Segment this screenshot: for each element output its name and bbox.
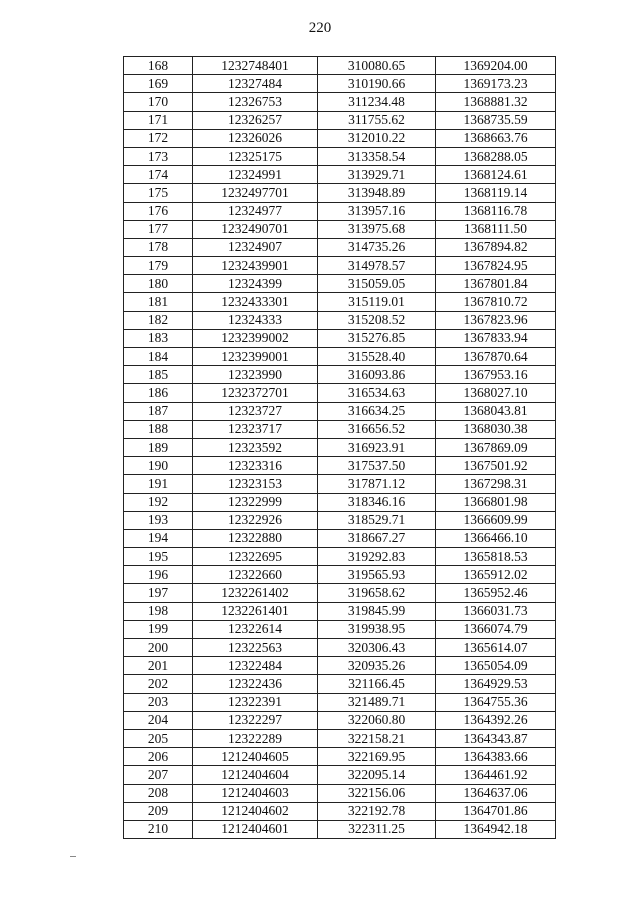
point-id-cell: 12323717	[193, 420, 318, 438]
x-coordinate-cell: 322311.25	[318, 820, 436, 838]
table-row	[124, 329, 556, 347]
y-coordinate-cell: 1364701.86	[436, 802, 556, 820]
point-id-cell: 1232399002	[193, 329, 318, 347]
point-id-cell: 1232261402	[193, 584, 318, 602]
point-id-cell: 1232399001	[193, 348, 318, 366]
point-number-cell: 186	[124, 384, 193, 402]
point-id-cell: 12322614	[193, 620, 318, 638]
point-id-cell: 12323153	[193, 475, 318, 493]
point-id-cell: 12324977	[193, 202, 318, 220]
table-row	[124, 657, 556, 675]
point-id-cell: 1212404602	[193, 802, 318, 820]
table-row	[124, 420, 556, 438]
x-coordinate-cell: 311755.62	[318, 111, 436, 129]
table-row	[124, 639, 556, 657]
y-coordinate-cell: 1365614.07	[436, 639, 556, 657]
y-coordinate-cell: 1365912.02	[436, 566, 556, 584]
point-id-cell: 12323727	[193, 402, 318, 420]
table-row	[124, 57, 556, 75]
point-id-cell: 1232490701	[193, 220, 318, 238]
table-row	[124, 766, 556, 784]
point-number-cell: 176	[124, 202, 193, 220]
x-coordinate-cell: 319292.83	[318, 548, 436, 566]
point-id-cell: 1212404604	[193, 766, 318, 784]
point-number-cell: 206	[124, 748, 193, 766]
table-row	[124, 75, 556, 93]
point-id-cell: 12324991	[193, 166, 318, 184]
x-coordinate-cell: 316634.25	[318, 402, 436, 420]
point-number-cell: 209	[124, 802, 193, 820]
scan-mark	[70, 856, 76, 857]
point-number-cell: 203	[124, 693, 193, 711]
x-coordinate-cell: 316923.91	[318, 438, 436, 456]
x-coordinate-cell: 313957.16	[318, 202, 436, 220]
point-number-cell: 173	[124, 147, 193, 165]
table-row	[124, 202, 556, 220]
y-coordinate-cell: 1366609.99	[436, 511, 556, 529]
x-coordinate-cell: 317871.12	[318, 475, 436, 493]
point-number-cell: 174	[124, 166, 193, 184]
table-row	[124, 475, 556, 493]
table-row	[124, 457, 556, 475]
point-id-cell: 12326753	[193, 93, 318, 111]
table-row	[124, 402, 556, 420]
x-coordinate-cell: 310080.65	[318, 57, 436, 75]
point-number-cell: 202	[124, 675, 193, 693]
point-id-cell: 1212404605	[193, 748, 318, 766]
point-number-cell: 183	[124, 329, 193, 347]
x-coordinate-cell: 316093.86	[318, 366, 436, 384]
x-coordinate-cell: 322192.78	[318, 802, 436, 820]
point-id-cell: 12325175	[193, 147, 318, 165]
point-number-cell: 169	[124, 75, 193, 93]
point-id-cell: 12322999	[193, 493, 318, 511]
y-coordinate-cell: 1368735.59	[436, 111, 556, 129]
y-coordinate-cell: 1367870.64	[436, 348, 556, 366]
y-coordinate-cell: 1368288.05	[436, 147, 556, 165]
point-id-cell: 1232497701	[193, 184, 318, 202]
table-row	[124, 111, 556, 129]
point-number-cell: 178	[124, 238, 193, 256]
point-id-cell: 12324333	[193, 311, 318, 329]
point-id-cell: 12323990	[193, 366, 318, 384]
point-id-cell: 1232261401	[193, 602, 318, 620]
table-row	[124, 311, 556, 329]
y-coordinate-cell: 1364461.92	[436, 766, 556, 784]
point-number-cell: 177	[124, 220, 193, 238]
x-coordinate-cell: 315119.01	[318, 293, 436, 311]
table-row	[124, 548, 556, 566]
point-number-cell: 204	[124, 711, 193, 729]
x-coordinate-cell: 312010.22	[318, 129, 436, 147]
point-number-cell: 188	[124, 420, 193, 438]
x-coordinate-cell: 321489.71	[318, 693, 436, 711]
point-number-cell: 195	[124, 548, 193, 566]
x-coordinate-cell: 313975.68	[318, 220, 436, 238]
x-coordinate-cell: 311234.48	[318, 93, 436, 111]
x-coordinate-cell: 313929.71	[318, 166, 436, 184]
table-row	[124, 166, 556, 184]
point-id-cell: 1212404601	[193, 820, 318, 838]
table-row	[124, 602, 556, 620]
point-number-cell: 192	[124, 493, 193, 511]
x-coordinate-cell: 319658.62	[318, 584, 436, 602]
point-id-cell: 12322926	[193, 511, 318, 529]
point-id-cell: 12322391	[193, 693, 318, 711]
table-row	[124, 566, 556, 584]
x-coordinate-cell: 322169.95	[318, 748, 436, 766]
table-row	[124, 675, 556, 693]
y-coordinate-cell: 1368881.32	[436, 93, 556, 111]
y-coordinate-cell: 1367801.84	[436, 275, 556, 293]
y-coordinate-cell: 1367953.16	[436, 366, 556, 384]
table-row	[124, 511, 556, 529]
point-number-cell: 199	[124, 620, 193, 638]
table-row	[124, 275, 556, 293]
y-coordinate-cell: 1368119.14	[436, 184, 556, 202]
point-number-cell: 193	[124, 511, 193, 529]
x-coordinate-cell: 322156.06	[318, 784, 436, 802]
table-row	[124, 384, 556, 402]
point-number-cell: 187	[124, 402, 193, 420]
point-number-cell: 190	[124, 457, 193, 475]
point-number-cell: 207	[124, 766, 193, 784]
x-coordinate-cell: 319845.99	[318, 602, 436, 620]
x-coordinate-cell: 313948.89	[318, 184, 436, 202]
y-coordinate-cell: 1367823.96	[436, 311, 556, 329]
point-id-cell: 12326257	[193, 111, 318, 129]
table-row	[124, 93, 556, 111]
point-number-cell: 201	[124, 657, 193, 675]
x-coordinate-cell: 315208.52	[318, 311, 436, 329]
x-coordinate-cell: 317537.50	[318, 457, 436, 475]
point-id-cell: 12324399	[193, 275, 318, 293]
table-row	[124, 784, 556, 802]
point-id-cell: 12327484	[193, 75, 318, 93]
y-coordinate-cell: 1368124.61	[436, 166, 556, 184]
y-coordinate-cell: 1368111.50	[436, 220, 556, 238]
x-coordinate-cell: 315276.85	[318, 329, 436, 347]
x-coordinate-cell: 322095.14	[318, 766, 436, 784]
point-id-cell: 1232433301	[193, 293, 318, 311]
y-coordinate-cell: 1367501.92	[436, 457, 556, 475]
table-row	[124, 366, 556, 384]
table-row	[124, 820, 556, 838]
coordinates-table	[123, 56, 556, 839]
x-coordinate-cell: 318529.71	[318, 511, 436, 529]
point-number-cell: 179	[124, 257, 193, 275]
y-coordinate-cell: 1367833.94	[436, 329, 556, 347]
table-body	[124, 57, 556, 839]
table-row	[124, 348, 556, 366]
point-number-cell: 210	[124, 820, 193, 838]
y-coordinate-cell: 1368116.78	[436, 202, 556, 220]
x-coordinate-cell: 315059.05	[318, 275, 436, 293]
y-coordinate-cell: 1364755.36	[436, 693, 556, 711]
point-number-cell: 172	[124, 129, 193, 147]
point-id-cell: 12322297	[193, 711, 318, 729]
point-number-cell: 198	[124, 602, 193, 620]
table-row	[124, 802, 556, 820]
y-coordinate-cell: 1364942.18	[436, 820, 556, 838]
y-coordinate-cell: 1368030.38	[436, 420, 556, 438]
point-number-cell: 197	[124, 584, 193, 602]
point-number-cell: 168	[124, 57, 193, 75]
point-id-cell: 1232748401	[193, 57, 318, 75]
y-coordinate-cell: 1366031.73	[436, 602, 556, 620]
point-id-cell: 1232439901	[193, 257, 318, 275]
point-number-cell: 175	[124, 184, 193, 202]
table-row	[124, 584, 556, 602]
point-number-cell: 200	[124, 639, 193, 657]
point-number-cell: 184	[124, 348, 193, 366]
table-row	[124, 493, 556, 511]
y-coordinate-cell: 1369204.00	[436, 57, 556, 75]
point-number-cell: 182	[124, 311, 193, 329]
point-number-cell: 185	[124, 366, 193, 384]
table-row	[124, 620, 556, 638]
table-row	[124, 293, 556, 311]
y-coordinate-cell: 1365054.09	[436, 657, 556, 675]
table-row	[124, 438, 556, 456]
table-row	[124, 711, 556, 729]
y-coordinate-cell: 1364637.06	[436, 784, 556, 802]
y-coordinate-cell: 1364343.87	[436, 729, 556, 747]
x-coordinate-cell: 318667.27	[318, 529, 436, 547]
table-row	[124, 147, 556, 165]
point-number-cell: 170	[124, 93, 193, 111]
table-row	[124, 220, 556, 238]
point-id-cell: 12323592	[193, 438, 318, 456]
table-row	[124, 257, 556, 275]
point-id-cell: 12322880	[193, 529, 318, 547]
y-coordinate-cell: 1366074.79	[436, 620, 556, 638]
point-number-cell: 205	[124, 729, 193, 747]
point-number-cell: 194	[124, 529, 193, 547]
table-row	[124, 729, 556, 747]
table-row	[124, 129, 556, 147]
point-number-cell: 189	[124, 438, 193, 456]
x-coordinate-cell: 320306.43	[318, 639, 436, 657]
x-coordinate-cell: 315528.40	[318, 348, 436, 366]
point-id-cell: 12324907	[193, 238, 318, 256]
y-coordinate-cell: 1369173.23	[436, 75, 556, 93]
x-coordinate-cell: 319565.93	[318, 566, 436, 584]
y-coordinate-cell: 1368027.10	[436, 384, 556, 402]
y-coordinate-cell: 1364383.66	[436, 748, 556, 766]
x-coordinate-cell: 322158.21	[318, 729, 436, 747]
x-coordinate-cell: 320935.26	[318, 657, 436, 675]
y-coordinate-cell: 1367810.72	[436, 293, 556, 311]
y-coordinate-cell: 1366466.10	[436, 529, 556, 547]
x-coordinate-cell: 322060.80	[318, 711, 436, 729]
x-coordinate-cell: 318346.16	[318, 493, 436, 511]
y-coordinate-cell: 1367869.09	[436, 438, 556, 456]
y-coordinate-cell: 1367894.82	[436, 238, 556, 256]
point-id-cell: 12322660	[193, 566, 318, 584]
table-row	[124, 529, 556, 547]
y-coordinate-cell: 1368043.81	[436, 402, 556, 420]
x-coordinate-cell: 313358.54	[318, 147, 436, 165]
y-coordinate-cell: 1364929.53	[436, 675, 556, 693]
x-coordinate-cell: 321166.45	[318, 675, 436, 693]
point-id-cell: 12322563	[193, 639, 318, 657]
point-number-cell: 191	[124, 475, 193, 493]
point-number-cell: 208	[124, 784, 193, 802]
point-number-cell: 171	[124, 111, 193, 129]
table-row	[124, 238, 556, 256]
x-coordinate-cell: 314735.26	[318, 238, 436, 256]
y-coordinate-cell: 1367824.95	[436, 257, 556, 275]
x-coordinate-cell: 314978.57	[318, 257, 436, 275]
x-coordinate-cell: 316656.52	[318, 420, 436, 438]
y-coordinate-cell: 1364392.26	[436, 711, 556, 729]
point-id-cell: 12323316	[193, 457, 318, 475]
table-row	[124, 748, 556, 766]
page-number: 220	[308, 20, 332, 36]
table-row	[124, 184, 556, 202]
point-number-cell: 196	[124, 566, 193, 584]
x-coordinate-cell: 316534.63	[318, 384, 436, 402]
x-coordinate-cell: 319938.95	[318, 620, 436, 638]
y-coordinate-cell: 1367298.31	[436, 475, 556, 493]
point-id-cell: 1232372701	[193, 384, 318, 402]
point-id-cell: 12322484	[193, 657, 318, 675]
point-id-cell: 12322695	[193, 548, 318, 566]
y-coordinate-cell: 1365952.46	[436, 584, 556, 602]
point-id-cell: 12322436	[193, 675, 318, 693]
point-number-cell: 181	[124, 293, 193, 311]
y-coordinate-cell: 1365818.53	[436, 548, 556, 566]
point-number-cell: 180	[124, 275, 193, 293]
y-coordinate-cell: 1366801.98	[436, 493, 556, 511]
point-id-cell: 12322289	[193, 729, 318, 747]
x-coordinate-cell: 310190.66	[318, 75, 436, 93]
table-row	[124, 693, 556, 711]
point-id-cell: 12326026	[193, 129, 318, 147]
y-coordinate-cell: 1368663.76	[436, 129, 556, 147]
point-id-cell: 1212404603	[193, 784, 318, 802]
